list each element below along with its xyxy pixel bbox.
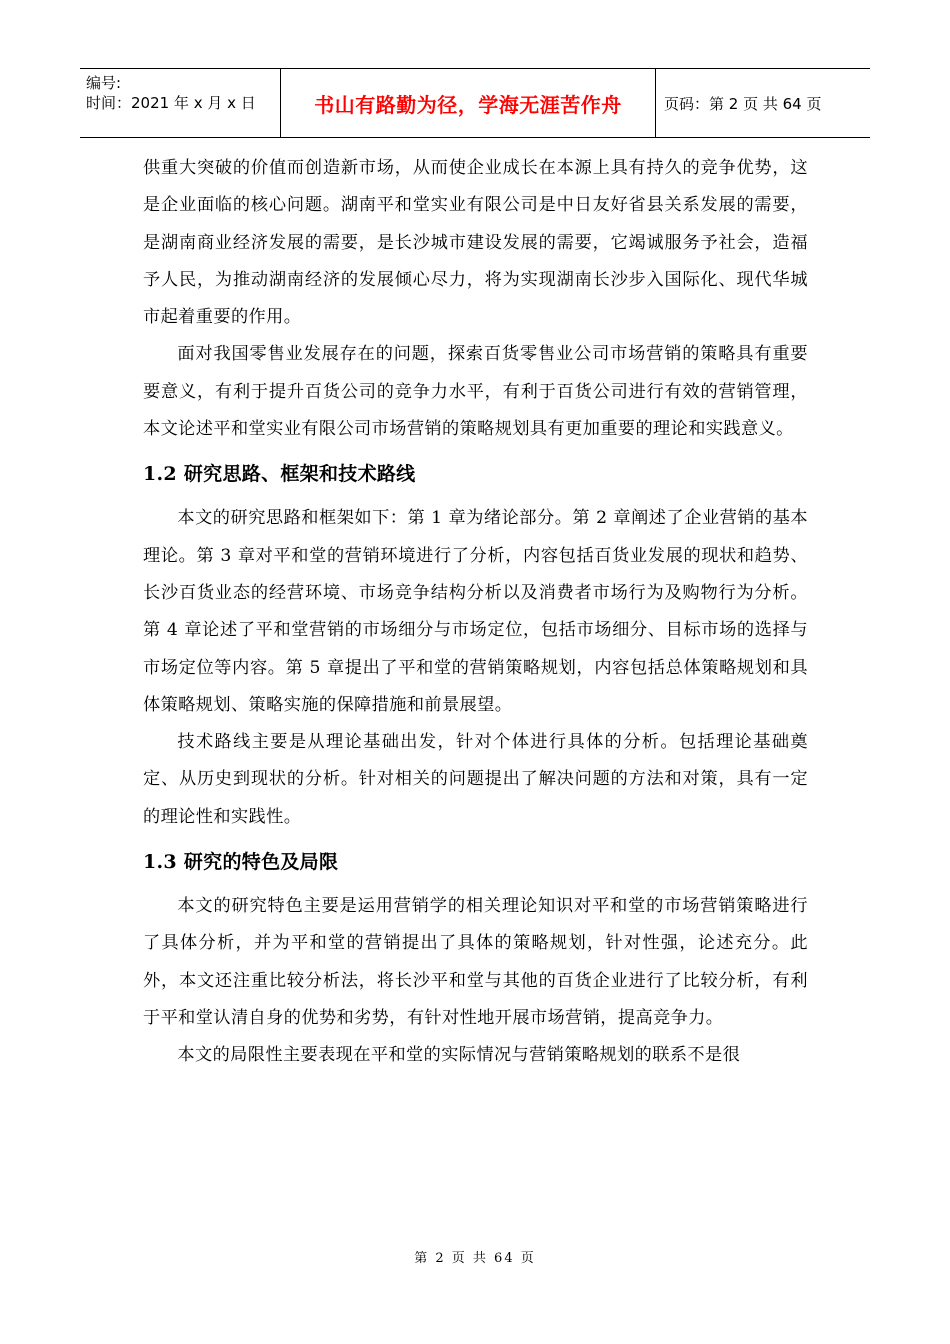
document-time: 时间：2021 年 x 月 x 日 — [86, 94, 256, 112]
page-header — [80, 68, 870, 138]
paragraph-4: 技术路线主要是从理论基础出发，针对个体进行具体的分析。包括理论基础奠定、从历史到现状的分析。针对相关的问题提出了解决问题的方法和对策，具有一定的理论性和实践性。 — [143, 732, 808, 827]
header-page-info: 页码：第 2 页 共 64 页 — [664, 94, 822, 113]
paragraph-5: 本文的研究特色主要是运用营销学的相关理论知识对平和堂的市场营销策略进行了具体分析，并为平和堂的营销提出了具体的策略规划，针对性强，论述充分。此外，本文还注重比较分析法，将长沙平和堂与其他的百货企业进行了比较分析，有利于平和堂认清自身的优势和劣势，有针对性地开展市场营销，提高竞争力。 — [143, 896, 808, 1028]
paragraph-2: 面对我国零售业发展存在的问题，探索百货零售业公司市场营销的策略具有重要要意义，有利于提升百货公司的竞争力水平，有利于百货公司进行有效的营销管理，本文论述平和堂实业有限公司市场营销的策略规划具有更加重要的理论和实践意义。 — [143, 344, 808, 440]
header-meta — [80, 69, 281, 137]
page-footer: 第 2 页 共 64 页 — [414, 1251, 536, 1266]
document-number-label: 编号: — [86, 74, 122, 92]
paragraph-6: 本文的局限性主要表现在平和堂的实际情况与营销策略规划的联系不是很 — [177, 1045, 741, 1066]
paragraph-3: 本文的研究思路和框架如下：第 1 章为绪论部分。第 2 章阐述了企业营销的基本理论。第 3 章对平和堂的营销环境进行了分析，内容包括百货业发展的现状和趋势、长沙百货业态的经营环境、市场竞争结构分析以及消费者市场行为及购物行为分析。第 4 章论述了平和堂营销的市场细分与市场定位，包括市场细分、目标市场的选择与市场定位等内容。第 5 章提出了平和堂的营销策略规划，内容包括总体策略规划和具体策略规划、策略实施的保障措施和前景展望。 — [143, 508, 808, 715]
section-heading-1-3: 1.3 研究的特色及局限 — [143, 851, 339, 874]
paragraph-1: 供重大突破的价值而创造新市场，从而使企业成长在本源上具有持久的竞争优势，这是企业面临的核心问题。湖南平和堂实业有限公司是中日友好省县关系发展的需要，是湖南商业经济发展的需要，是长沙城市建设发展的需要，它竭诚服务予社会，造福予人民，为推动湖南经济的发展倾心尽力，将为实现湖南长沙步入国际化、现代华城市起着重要的作用。 — [143, 158, 808, 328]
section-heading-1-2: 1.2 研究思路、框架和技术路线 — [143, 463, 416, 486]
document-body — [143, 150, 808, 1075]
header-motto: 书山有路勤为径，学海无涯苦作舟 — [281, 69, 656, 137]
